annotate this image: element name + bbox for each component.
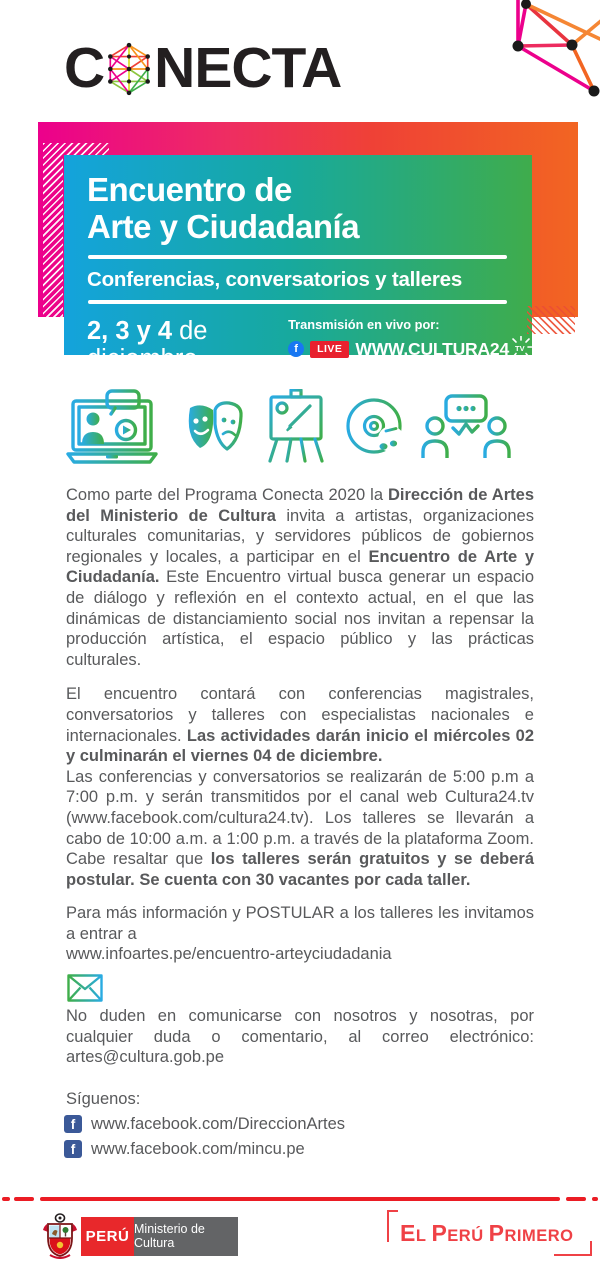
paragraph-schedule: Las conferencias y conversatorios se realizarán de 5:00 p.m a 7:00 p.m. y serán transmitidos por el canal web Cultura24.tv (www.facebook.com/cultura24.tv). Los talleres se llevarán a cabo de 10:00 a.m. a 1:00 p.m. a través de la plataforma Zoom. Cabe resaltar que los talleres serán gratuitos y se deberá postular. Se cuenta con 30 vacantes por cada taller.	[66, 767, 534, 889]
body-copy	[66, 485, 534, 1159]
peru-coat-of-arms-icon	[40, 1213, 80, 1259]
facebook-link-row[interactable]	[64, 1115, 534, 1134]
contact-email[interactable]: artes@cultura.gob.pe	[66, 1048, 225, 1067]
divider	[88, 300, 507, 304]
facebook-link-direccion-artes[interactable]: www.facebook.com/DireccionArtes	[91, 1114, 346, 1133]
theater-masks-icon	[182, 396, 248, 456]
paragraph-activities: El encuentro contará con conferencias magistrales, conversatorios y talleres con especialistas nacionales e internacionales. Las actividades darán inicio el miércoles 02 y culminarán el viernes 04 de diciembre.	[66, 685, 534, 766]
footer-divider	[0, 1197, 600, 1201]
follow-section	[66, 1090, 534, 1159]
facebook-icon: f	[64, 1115, 82, 1133]
theme-icons-row	[60, 388, 512, 464]
facebook-icon: f	[64, 1140, 82, 1158]
live-badge: LIVE	[310, 341, 349, 358]
event-banner	[64, 155, 532, 373]
paragraph-postulation: Para más información y POSTULAR a los talleres les invitamos a entrar a www.infoartes.pe/encuentro-arteyciudadania	[66, 904, 534, 964]
event-dates: 2, 3 y 4 de diciembre	[87, 317, 208, 373]
facebook-link-row[interactable]	[64, 1140, 534, 1159]
channel-url: WWW.CULTURA24	[355, 338, 509, 359]
envelope-icon	[67, 974, 103, 1002]
facebook-link-mincu[interactable]: www.facebook.com/mincu.pe	[91, 1139, 305, 1158]
paragraph-intro: Como parte del Programa Conecta 2020 la Dirección de Artes del Ministerio de Cultura invita a artistas, organizaciones culturales comunitarias, y servidores públicos de gobiernos regionales y locales, a participar en el Encuentro de Arte y Ciudadanía. Este Encuentro virtual busca generar un espacio de diálogo y reflexión en el contexto actual, en el que las dinámicas de distanciamiento social nos invitan a repensar la producción artística, el espacio público y las prácticas culturales.	[66, 486, 535, 669]
video-call-icon	[60, 388, 164, 464]
hatch-pattern-left	[43, 143, 63, 319]
tv-starburst-icon: TV	[510, 336, 532, 362]
live-transmission	[288, 317, 532, 362]
el-peru-primero-slogan: EL PERÚ PRIMERO	[387, 1210, 592, 1256]
event-subtitle: Conferencias, conversatorios y talleres	[87, 268, 463, 291]
easel-painting-icon	[265, 389, 327, 463]
network-decoration	[505, 0, 600, 110]
music-cd-icon	[345, 397, 403, 455]
logo-letters-necta: NECTA	[154, 36, 342, 100]
community-conversation-icon	[420, 394, 512, 458]
facebook-icon: f	[288, 341, 304, 357]
conecta-logo	[64, 36, 342, 100]
infoartes-link[interactable]: www.infoartes.pe/encuentro-arteyciudadania	[66, 945, 392, 964]
ministry-logo	[40, 1213, 238, 1259]
follow-label: Síguenos:	[66, 1089, 141, 1108]
peru-badge: PERÚ	[81, 1217, 134, 1256]
conecta-network-icon	[106, 42, 152, 96]
logo-letter-c: C	[64, 36, 105, 100]
paragraph-contact: No duden en comunicarse con nosotros y nosotras, por cualquier duda o comentario, al correo electrónico: artes@cultura.gob.pe	[66, 1007, 534, 1067]
transmission-label: Transmisión en vivo por:	[288, 317, 440, 332]
ministry-name: Ministerio de Cultura	[134, 1217, 238, 1256]
divider	[88, 255, 507, 259]
event-title: Encuentro de Arte y Ciudadanía	[87, 171, 360, 245]
hatch-pattern-right	[527, 306, 575, 334]
